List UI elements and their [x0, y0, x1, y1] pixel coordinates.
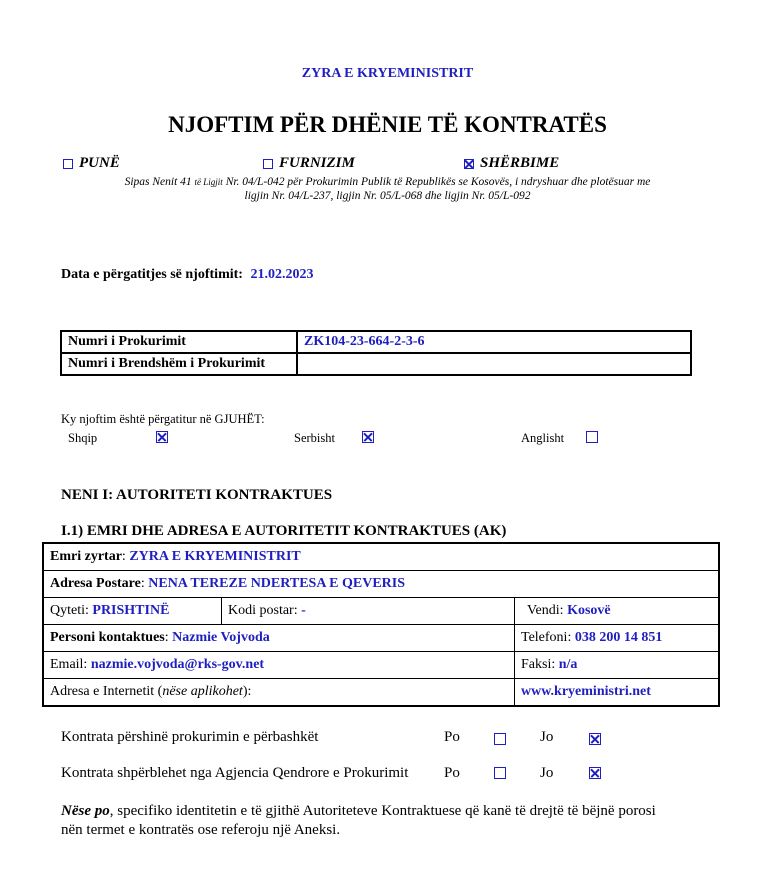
authority-address-value: NENA TEREZE NDERTESA E QEVERIS: [148, 576, 406, 591]
type-furnizim-label: FURNIZIM: [279, 155, 355, 171]
authority-city-cell: [43, 598, 222, 625]
language-anglisht-label: Anglisht: [521, 431, 565, 445]
legal-note: [0, 175, 775, 203]
authority-postal-value: -: [301, 603, 306, 618]
note-line1: , specifiko identitetin e të gjithë Autoriteteve Kontraktuese që kanë të drejtë të bëjnë porosi: [109, 803, 656, 819]
prep-date-value: 21.02.2023: [250, 267, 314, 282]
procurement-internal-value: [297, 353, 691, 375]
page-title: NJOFTIM PËR DHËNIE TË KONTRATËS: [168, 112, 607, 137]
languages-intro: Ky njoftim është përgatitur në GJUHËT:: [61, 412, 265, 426]
note-paragraph: [61, 802, 741, 840]
procurement-table: [60, 330, 692, 376]
office-name: ZYRA E KRYEMINISTRIT: [301, 66, 474, 81]
question1-po-label: Po: [444, 729, 460, 745]
authority-email-cell: [43, 652, 515, 679]
question1-po-checkbox[interactable]: [494, 733, 506, 745]
question-joint-procurement: Kontrata përshinë prokurimin e përbashkët: [61, 729, 319, 745]
type-pune-label: PUNË: [79, 155, 120, 171]
authority-postal-cell: [222, 598, 515, 625]
authority-fax-cell: [515, 652, 720, 679]
authority-fax-label: Faksi:: [521, 657, 556, 672]
question1-jo-checkbox[interactable]: [589, 733, 601, 745]
authority-address-row: Adresa Postare: NENA TEREZE NDERTESA E QEVERIS: [43, 571, 719, 598]
authority-contact-cell: Personi kontaktues: Nazmie Vojvoda: [43, 625, 515, 652]
procurement-number-label: Numri i Prokurimit: [61, 331, 297, 353]
prep-date: [61, 267, 313, 283]
authority-web-value[interactable]: www.kryeministri.net: [521, 684, 651, 699]
authority-web-cell: [515, 679, 720, 707]
type-pune-checkbox[interactable]: [63, 159, 73, 169]
legal-note-line1b: Nr. 04/L-042 për Prokurimin Publik të Republikës se Kosovës, i ndryshuar dhe plotësuar me: [222, 176, 651, 188]
legal-note-line1a: Sipas Nenit 41: [124, 176, 195, 188]
note-lead: Nëse po: [61, 803, 110, 819]
language-anglisht-checkbox[interactable]: [586, 431, 598, 443]
section1-heading: NENI I: AUTORITETI KONTRAKTUES: [61, 487, 333, 503]
question2-po-label: Po: [444, 765, 460, 781]
legal-note-small: të Ligjit: [194, 177, 223, 187]
authority-web-label-a: Adresa e Internetit (: [50, 684, 163, 699]
type-sherbime-checkbox[interactable]: [464, 159, 474, 169]
note-line2: nën termet e kontratës ose referoju një Aneksi.: [61, 822, 341, 838]
authority-phone-label: Telefoni:: [521, 630, 572, 645]
authority-address-label: Adresa Postare: [50, 576, 141, 591]
authority-table: [42, 542, 720, 707]
authority-phone-value: 038 200 14 851: [574, 630, 663, 645]
authority-phone-cell: [515, 625, 720, 652]
authority-name-row: Emri zyrtar: ZYRA E KRYEMINISTRIT: [43, 543, 719, 571]
type-furnizim-checkbox[interactable]: [263, 159, 273, 169]
authority-country-value: Kosovë: [567, 603, 611, 618]
procurement-internal-label: Numri i Brendshëm i Prokurimit: [61, 353, 297, 375]
question2-jo-checkbox[interactable]: [589, 767, 601, 779]
authority-country-cell: [515, 598, 720, 625]
authority-postal-label: Kodi postar:: [228, 603, 298, 618]
question1-jo-label: Jo: [540, 729, 554, 745]
authority-contact-label: Personi kontaktues: [50, 630, 165, 645]
type-sherbime-label: SHËRBIME: [480, 155, 560, 171]
language-serbisht-checkbox[interactable]: [362, 431, 374, 443]
authority-city-label: Qyteti:: [50, 603, 89, 618]
question2-jo-label: Jo: [540, 765, 554, 781]
authority-web-label-b: ):: [242, 684, 252, 699]
procurement-number-value: ZK104-23-664-2-3-6: [297, 331, 691, 353]
authority-city-value: PRISHTINË: [92, 603, 170, 618]
language-shqip-label: Shqip: [68, 431, 98, 445]
question2-po-checkbox[interactable]: [494, 767, 506, 779]
authority-email-value: nazmie.vojvoda@rks-gov.net: [90, 657, 265, 672]
prep-date-label: Data e përgatitjes së njoftimit:: [61, 267, 243, 282]
authority-contact-value: Nazmie Vojvoda: [172, 630, 270, 645]
question-central-agency: Kontrata shpërblehet nga Agjencia Qendrore e Prokurimit: [61, 765, 409, 781]
authority-email-label: Email:: [50, 657, 88, 672]
authority-web-label-cell: [43, 679, 515, 707]
authority-web-label-i: nëse aplikohet: [162, 684, 243, 699]
section1-subheading: I.1) EMRI DHE ADRESA E AUTORITETIT KONTRAKTUES (AK): [61, 523, 507, 539]
language-shqip-checkbox[interactable]: [156, 431, 168, 443]
authority-fax-value: n/a: [558, 657, 578, 672]
legal-note-line2: ligjin Nr. 04/L-237, ligjin Nr. 05/L-068 dhe ligjin Nr. 05/L-092: [244, 190, 531, 202]
authority-name-label: Emri zyrtar: [50, 549, 122, 564]
authority-name-value: ZYRA E KRYEMINISTRIT: [129, 549, 301, 564]
authority-country-label: Vendi:: [527, 603, 564, 618]
language-serbisht-label: Serbisht: [294, 431, 335, 445]
